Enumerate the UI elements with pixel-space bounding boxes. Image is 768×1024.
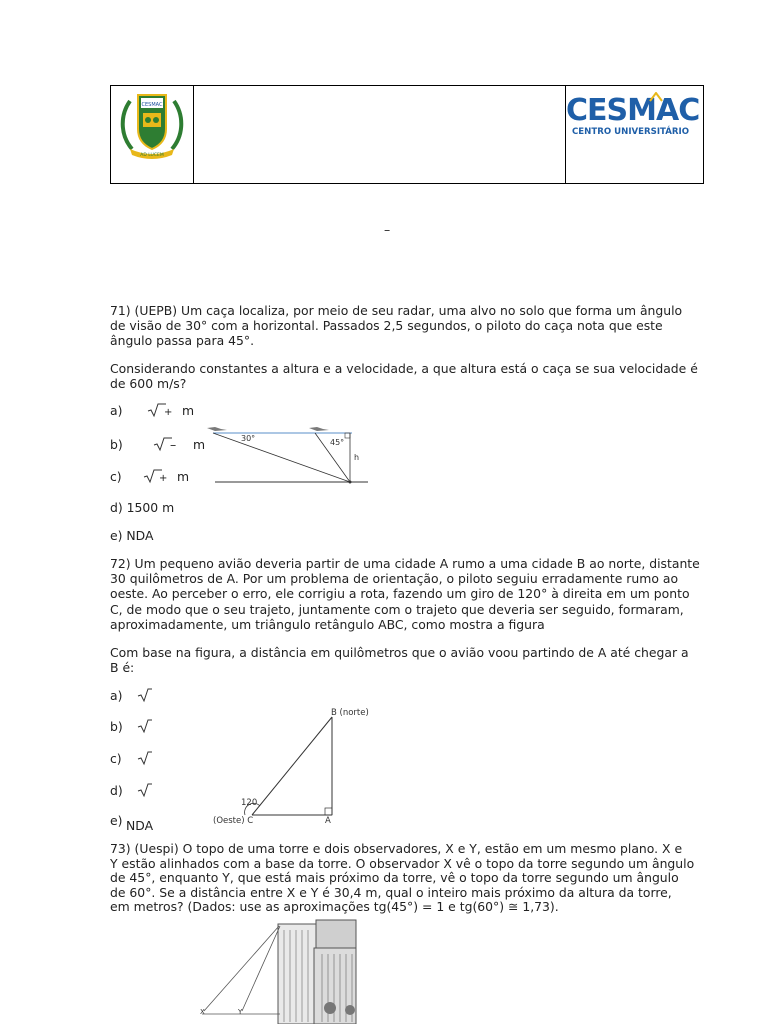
- jet-icon: [309, 427, 329, 431]
- q71-option-c-label: c): [110, 469, 122, 484]
- q72-line3: oeste. Ao perceber o erro, ele corrigiu a rota, fazendo um giro de 120° à direita em um ponto: [110, 586, 690, 601]
- target-point: [349, 481, 352, 484]
- q71-line2: de visão de 30° com a horizontal. Passados 2,5 segundos, o piloto do caça nota que este: [110, 318, 663, 333]
- cesmac-logo-title: CESMAC: [566, 93, 700, 128]
- point-b-label: B (norte): [331, 708, 369, 718]
- seal-logo: [116, 89, 188, 161]
- q73-line3: de 45°, enquanto Y, que está mais próximo da torre, vê o topo da torre segundo um ângulo: [110, 870, 679, 885]
- height-label: h: [354, 453, 360, 462]
- sqrt-icon: [137, 687, 153, 703]
- q72-line6: Com base na figura, a distância em quilômetros que o avião voou partindo de A até chegar a: [110, 645, 689, 660]
- cesmac-logo: [566, 93, 706, 137]
- q71-line5: de 600 m/s?: [110, 376, 187, 391]
- q72-line4: C, de modo que o seu trajeto, juntamente com o trajeto que deveria ser seguido, formaram,: [110, 602, 684, 617]
- q72-option-c: c): [110, 751, 122, 766]
- angle-45-label: 45°: [330, 438, 345, 447]
- right-angle-mark: [325, 808, 332, 815]
- sqrt-icon: [137, 718, 153, 734]
- separator-dash: –: [384, 222, 391, 237]
- cesmac-logo-subtitle: CENTRO UNIVERSITÁRIO: [572, 127, 690, 137]
- observer-x-label: X: [200, 1008, 205, 1016]
- sight-line-x: [204, 926, 279, 1011]
- header-cell-blank: [193, 86, 566, 183]
- q71-figure-jet-diagram: [205, 420, 370, 490]
- q71-option-d: d) 1500 m: [110, 500, 175, 515]
- q71-option-e: e) NDA: [110, 528, 154, 543]
- q71-line4: Considerando constantes a altura e a velocidade, a que altura está o caça se sua velocidade é: [110, 361, 698, 376]
- jet-icon: [207, 427, 227, 431]
- q72-option-b: b): [110, 719, 123, 734]
- point-c-label: (Oeste) C: [213, 816, 254, 826]
- q71-option-c-unit: m: [177, 469, 190, 484]
- q73-line5: em metros? (Dados: use as aproximações tg(45°) = 1 e tg(60°) ≅ 1,73).: [110, 899, 559, 914]
- q71-option-a-unit: m: [182, 403, 195, 418]
- q71-option-b-label: b): [110, 437, 123, 452]
- q72-line2: 30 quilômetros de A. Por um problema de orientação, o piloto seguiu erradamente rumo ao: [110, 571, 679, 586]
- point-a-label: A: [325, 816, 331, 826]
- seal-bottom-text: AD LUCEM: [140, 153, 164, 158]
- q71-option-b-op: –: [170, 437, 177, 452]
- q71-option-a-label: a): [110, 403, 123, 418]
- q72-line5: aproximadamente, um triângulo retângulo ABC, como mostra a figura: [110, 617, 545, 632]
- observer-y-label: Y: [238, 1008, 243, 1016]
- sight-line-y: [242, 926, 280, 1011]
- q72-figure-triangle: [205, 702, 380, 827]
- q72-option-e: e): [110, 813, 123, 828]
- q73-line2: Y estão alinhados com a base da torre. O observador X vê o topo da torre segundo um ângulo: [110, 856, 695, 871]
- triangle-side-cb: [252, 717, 332, 815]
- angle-120-label: 120: [241, 798, 258, 808]
- seal-top-text: CESMAC: [141, 102, 163, 108]
- q72-option-a: a): [110, 688, 123, 703]
- q71-option-a-op: +: [164, 407, 173, 418]
- q72-option-e-text: NDA: [126, 818, 154, 833]
- q73-line4: de 60°. Se a distância entre X e Y é 30,4 m, qual o inteiro mais próximo da altura da torre,: [110, 885, 672, 900]
- q73-figure-towers: [198, 918, 363, 1024]
- q71-option-c-op: +: [159, 473, 168, 484]
- q71-line1: 71) (UEPB) Um caça localiza, por meio de seu radar, uma alvo no solo que forma um ângulo: [110, 303, 683, 318]
- sun-rays-icon: [648, 92, 664, 102]
- tree-icon: [324, 1002, 336, 1014]
- right-angle-mark: [345, 433, 350, 438]
- sqrt-icon: [137, 750, 153, 766]
- q72-line1: 72) Um pequeno avião deveria partir de uma cidade A rumo a uma cidade B ao norte, distante: [110, 556, 700, 571]
- q73-line1: 73) (Uespi) O topo de uma torre e dois observadores, X e Y, estão em um mesmo plano. X e: [110, 841, 683, 856]
- sqrt-icon: [137, 782, 153, 798]
- angle-30-label: 30°: [241, 434, 256, 443]
- q72-option-d: d): [110, 783, 123, 798]
- q71-line3: ângulo passa para 45°.: [110, 333, 255, 348]
- q72-line7: B é:: [110, 660, 135, 675]
- q71-option-b-unit: m: [193, 437, 206, 452]
- tree-icon: [345, 1005, 355, 1015]
